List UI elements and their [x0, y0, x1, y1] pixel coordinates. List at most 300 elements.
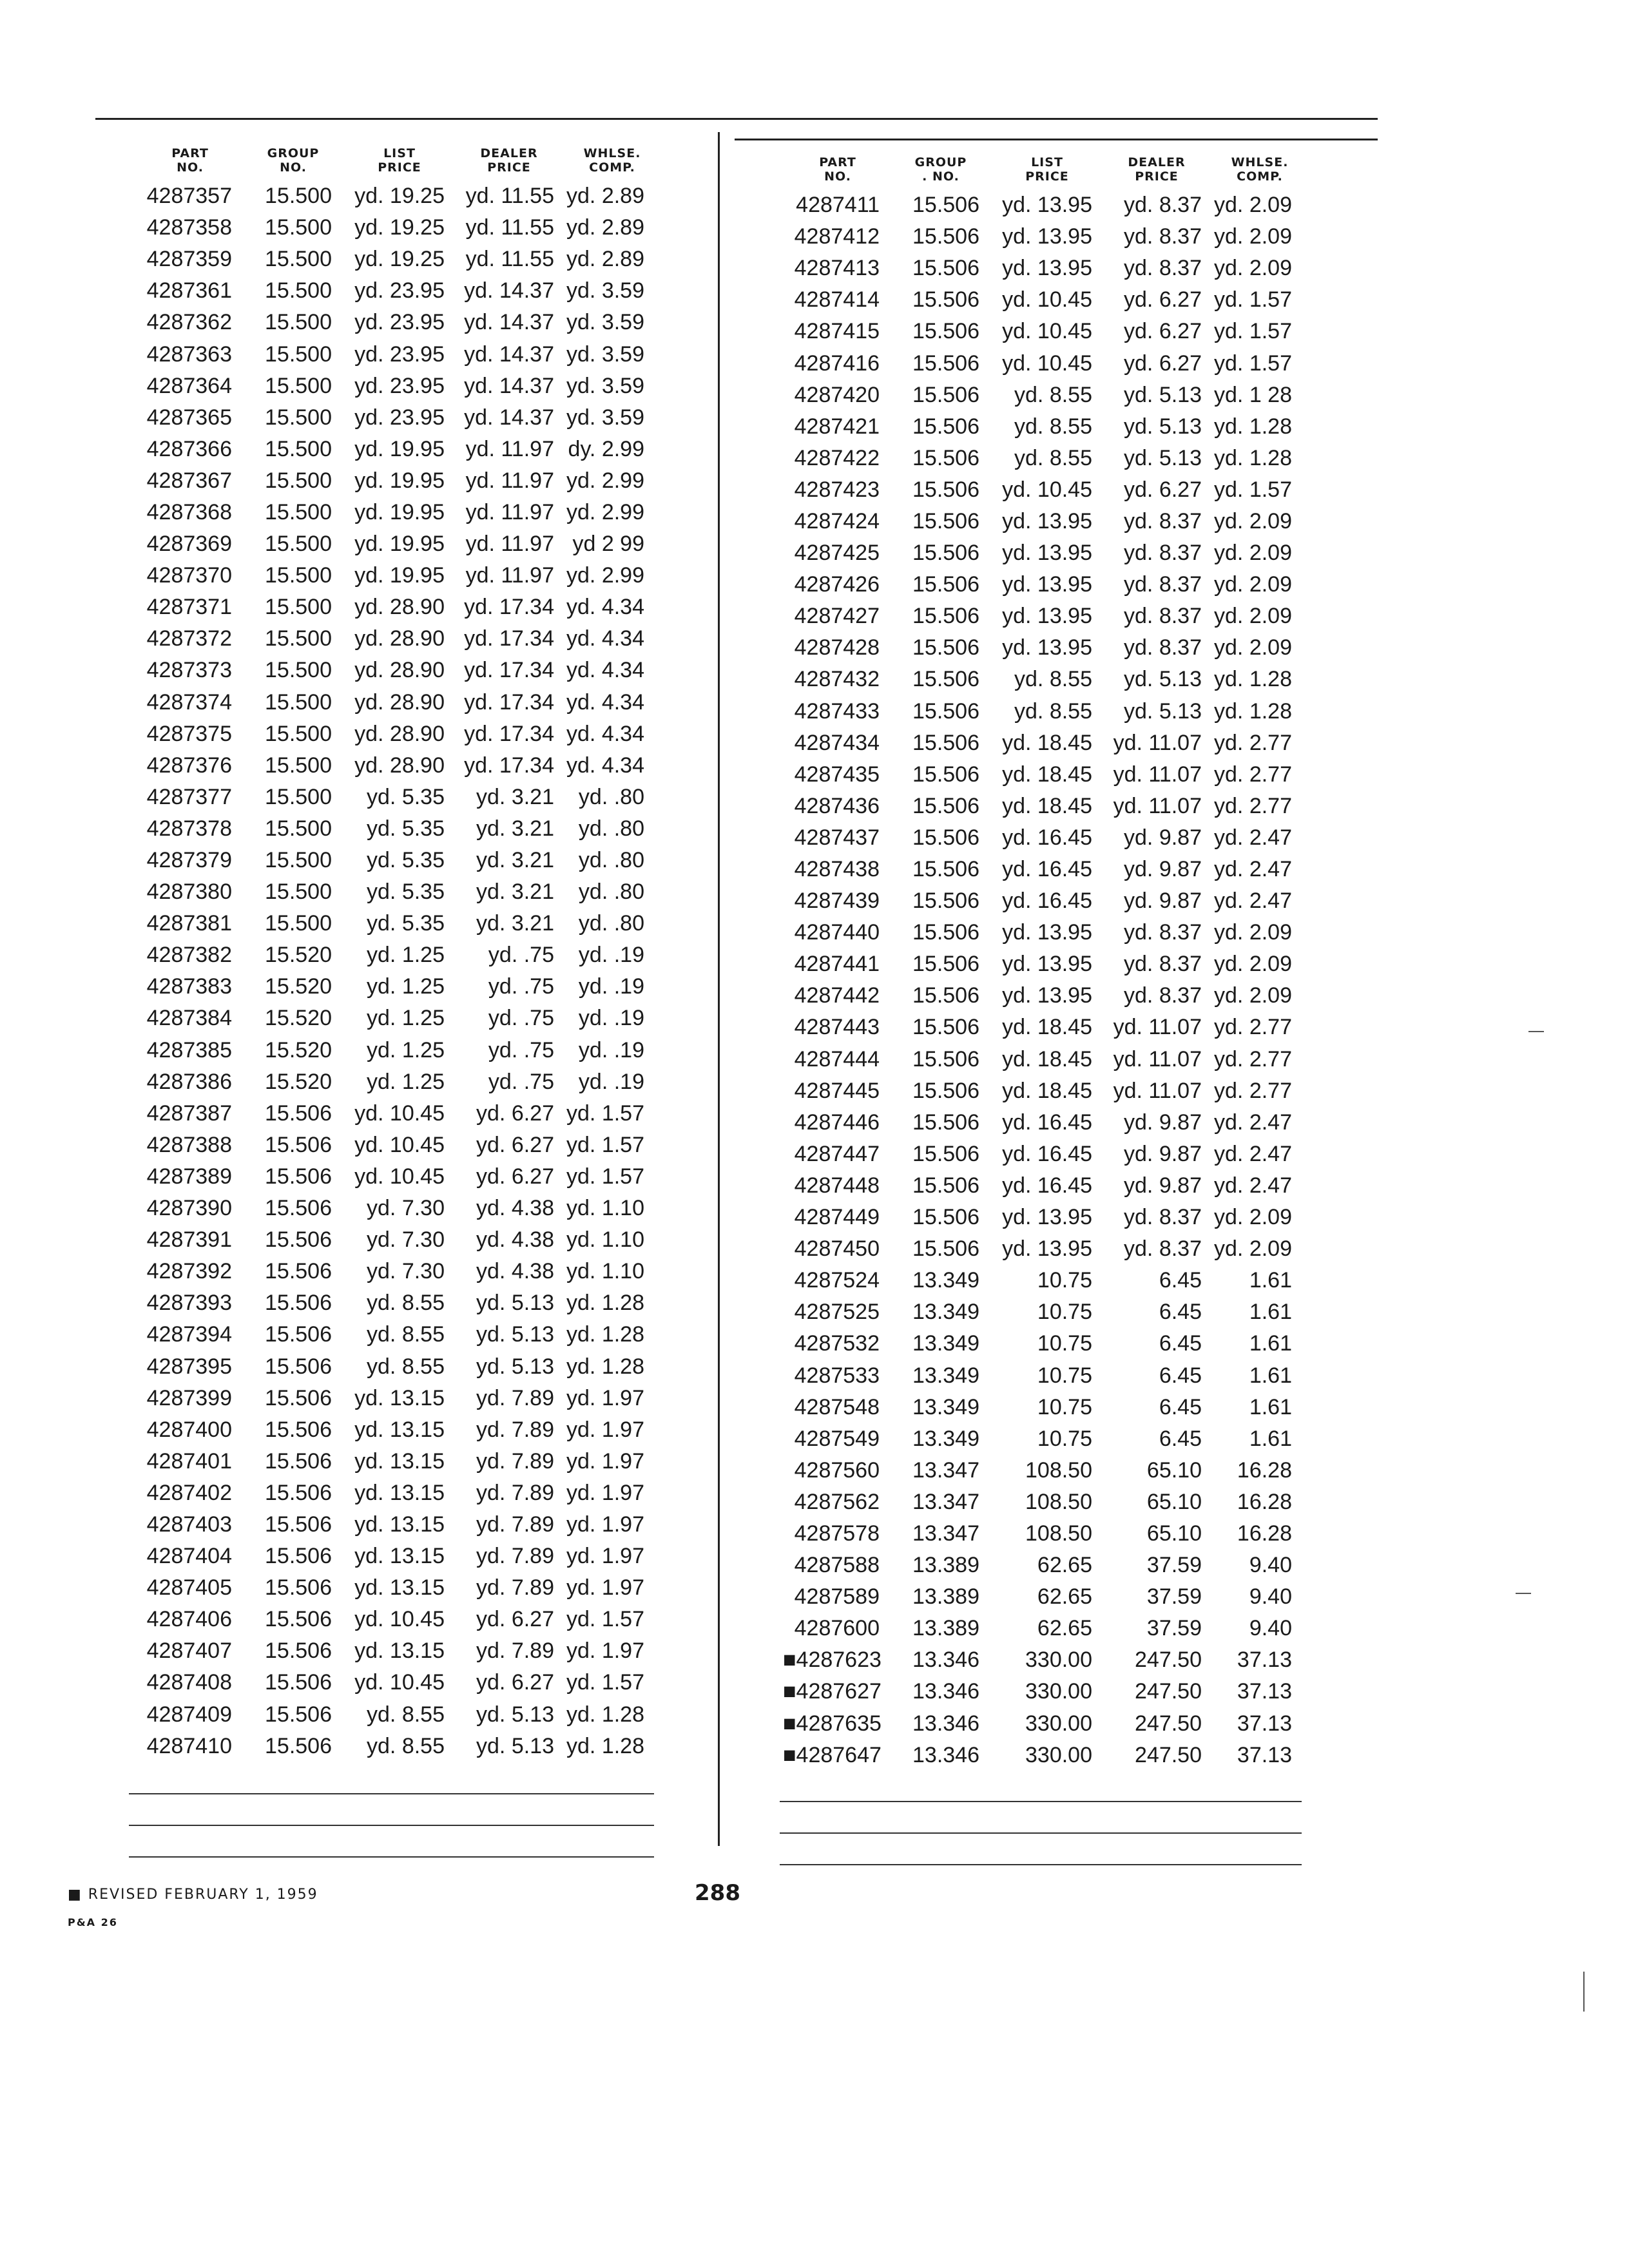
- dealer-price-cell: yd. 7.89: [476, 1544, 554, 1569]
- part-no-cell: 4287427: [794, 604, 880, 629]
- margin-mark: [1516, 1593, 1531, 1594]
- table-row: [783, 696, 1311, 727]
- group-no-cell: 15.500: [265, 310, 332, 335]
- whlse-comp-cell: yd. 1.28: [566, 1733, 644, 1758]
- list-price-cell: yd. 1.25: [367, 1069, 445, 1094]
- dealer-price-cell: yd. 8.37: [1124, 1236, 1202, 1262]
- dealer-price-cell: 247.50: [1135, 1711, 1202, 1736]
- part-no-cell: 4287447: [794, 1141, 880, 1166]
- group-no-cell: 15.500: [265, 405, 332, 430]
- table-row: [783, 1613, 1311, 1644]
- whlse-comp-cell: yd. 2.09: [1214, 983, 1292, 1008]
- table-row: [783, 189, 1311, 221]
- part-no-cell: 4287428: [794, 635, 880, 660]
- table-row: [135, 1699, 664, 1731]
- part-no-cell: 4287450: [794, 1236, 880, 1262]
- part-no-cell: 4287365: [146, 405, 232, 430]
- whlse-comp-cell: yd. 1.28: [1214, 445, 1292, 470]
- group-no-cell: 15.506: [912, 414, 979, 439]
- list-price-cell: yd. 8.55: [367, 1354, 445, 1379]
- group-no-cell: 15.500: [265, 689, 332, 715]
- list-price-cell: yd. 10.45: [354, 1100, 445, 1126]
- part-no-cell: 4287382: [146, 943, 232, 968]
- table-row: [783, 506, 1311, 537]
- table-row: [783, 822, 1311, 854]
- dealer-price-cell: 65.10: [1146, 1489, 1202, 1514]
- list-price-cell: yd. 5.35: [367, 848, 445, 873]
- header-group-no: GROUP NO.: [267, 146, 320, 175]
- whlse-comp-cell: yd. 2.09: [1214, 1236, 1292, 1262]
- dealer-price-cell: yd. 6.27: [476, 1670, 554, 1695]
- table-row: [783, 474, 1311, 506]
- part-no-cell: 4287401: [146, 1448, 232, 1474]
- list-price-cell: 10.75: [1037, 1394, 1092, 1419]
- table-row: [783, 1486, 1311, 1518]
- part-no-cell: 4287525: [794, 1300, 880, 1325]
- group-no-cell: 15.506: [912, 762, 979, 787]
- group-no-cell: 15.506: [265, 1100, 332, 1126]
- list-price-cell: yd. 13.95: [1002, 920, 1092, 945]
- group-no-cell: 15.500: [265, 658, 332, 683]
- header-group-no: GROUP . NO.: [914, 155, 967, 184]
- dealer-price-cell: yd. 8.37: [1124, 256, 1202, 281]
- part-no-cell: 4287400: [146, 1417, 232, 1442]
- list-price-cell: yd. 8.55: [1014, 414, 1092, 439]
- group-no-cell: 15.506: [912, 667, 979, 692]
- whlse-comp-cell: yd. 1.97: [566, 1544, 644, 1569]
- part-no-cell: 4287421: [794, 414, 880, 439]
- table-row: [783, 1581, 1311, 1613]
- table-row: [135, 1003, 664, 1034]
- dealer-price-cell: yd. 5.13: [476, 1733, 554, 1758]
- page-number: 288: [695, 1880, 740, 1906]
- whlse-comp-cell: yd. 1.97: [566, 1512, 644, 1537]
- list-price-cell: 10.75: [1037, 1331, 1092, 1356]
- part-no-cell: 4287366: [146, 436, 232, 461]
- list-price-cell: yd. 19.95: [354, 436, 445, 461]
- list-price-cell: yd. 13.15: [354, 1575, 445, 1600]
- group-no-cell: 13.347: [912, 1521, 979, 1546]
- whlse-comp-cell: yd. .19: [578, 1069, 644, 1094]
- group-no-cell: 15.520: [265, 974, 332, 999]
- dealer-price-cell: yd. 5.13: [1124, 698, 1202, 724]
- list-price-cell: yd. 19.95: [354, 563, 445, 588]
- part-no-cell: 4287413: [794, 256, 880, 281]
- table-row: [783, 1044, 1311, 1075]
- table-row: [783, 759, 1311, 791]
- group-no-cell: 15.506: [912, 730, 979, 755]
- table-row: [783, 1233, 1311, 1265]
- right-table-body: [783, 189, 1311, 1771]
- header-list-price: LIST PRICE: [1025, 155, 1069, 184]
- list-price-cell: yd. 28.90: [354, 626, 445, 651]
- list-price-cell: yd. 8.55: [367, 1322, 445, 1347]
- revised-note: ■ REVISED FEBRUARY 1, 1959: [68, 1887, 318, 1903]
- whlse-comp-cell: yd. 4.34: [566, 626, 644, 651]
- group-no-cell: 15.506: [265, 1354, 332, 1379]
- list-price-cell: yd. 13.95: [1002, 983, 1092, 1008]
- part-no-cell: 4287383: [146, 974, 232, 999]
- dealer-price-cell: yd. 9.87: [1124, 825, 1202, 850]
- whlse-comp-cell: dy. 2.99: [568, 436, 644, 461]
- group-no-cell: 15.506: [912, 319, 979, 344]
- group-no-cell: 15.506: [912, 287, 979, 312]
- dealer-price-cell: yd. 8.37: [1124, 635, 1202, 660]
- table-row: [135, 1319, 664, 1350]
- table-row: [135, 971, 664, 1003]
- list-price-cell: yd. 13.95: [1002, 256, 1092, 281]
- group-no-cell: 15.506: [912, 1173, 979, 1198]
- table-row: [135, 1383, 664, 1414]
- part-no-cell: 4287445: [794, 1078, 880, 1103]
- dealer-price-cell: yd. 14.37: [464, 310, 554, 335]
- group-no-cell: 13.346: [912, 1648, 979, 1673]
- dealer-price-cell: yd. 11.07: [1113, 1015, 1202, 1040]
- list-price-cell: yd. 23.95: [354, 310, 445, 335]
- whlse-comp-cell: yd. 2.09: [1214, 508, 1292, 533]
- list-price-cell: yd. 5.35: [367, 911, 445, 936]
- part-no-cell: 4287433: [794, 698, 880, 724]
- part-no-cell: 4287372: [146, 626, 232, 651]
- table-row: [135, 1129, 664, 1161]
- dealer-price-cell: yd. 8.37: [1124, 1205, 1202, 1230]
- table-row: [783, 1676, 1311, 1707]
- part-no-cell: 4287386: [146, 1069, 232, 1094]
- dealer-price-cell: 65.10: [1146, 1521, 1202, 1546]
- whlse-comp-cell: yd. 2.09: [1214, 1205, 1292, 1230]
- table-row: [783, 1518, 1311, 1550]
- group-no-cell: 15.500: [265, 816, 332, 841]
- part-no-cell: 4287402: [146, 1480, 232, 1505]
- list-price-cell: yd. 16.45: [1002, 1110, 1092, 1135]
- part-no-cell: 4287375: [146, 721, 232, 746]
- whlse-comp-cell: yd. .19: [578, 1037, 644, 1062]
- whlse-comp-cell: yd. 1.28: [1214, 667, 1292, 692]
- part-no-cell: 4287369: [146, 532, 232, 557]
- part-no-cell: 4287436: [794, 793, 880, 818]
- list-price-cell: yd. 1.25: [367, 1037, 445, 1062]
- whlse-comp-cell: yd. 1.97: [566, 1385, 644, 1410]
- part-no-cell: ■4287647: [783, 1742, 882, 1767]
- list-price-cell: 108.50: [1025, 1489, 1092, 1514]
- whlse-comp-cell: yd. 2.77: [1214, 1078, 1292, 1103]
- part-no-cell: 4287391: [146, 1227, 232, 1253]
- list-price-cell: yd. 13.15: [354, 1448, 445, 1474]
- dealer-price-cell: 6.45: [1159, 1331, 1202, 1356]
- part-no-cell: 4287381: [146, 911, 232, 936]
- part-no-cell: 4287388: [146, 1132, 232, 1157]
- list-price-cell: yd. 8.55: [1014, 698, 1092, 724]
- group-no-cell: 13.389: [912, 1553, 979, 1578]
- list-price-cell: yd. 19.25: [354, 247, 445, 272]
- table-row: [135, 1066, 664, 1098]
- part-no-cell: 4287588: [794, 1553, 880, 1578]
- group-no-cell: 15.506: [912, 382, 979, 407]
- list-price-cell: yd. 19.25: [354, 215, 445, 240]
- dealer-price-cell: yd. 17.34: [464, 626, 554, 651]
- part-no-cell: 4287411: [796, 193, 880, 218]
- whlse-comp-cell: yd. 2.09: [1214, 635, 1292, 660]
- dealer-price-cell: yd. 11.07: [1113, 762, 1202, 787]
- whlse-comp-cell: 9.40: [1249, 1616, 1292, 1641]
- list-price-cell: yd. 13.15: [354, 1512, 445, 1537]
- group-no-cell: 15.500: [265, 595, 332, 620]
- list-price-cell: yd. 13.15: [354, 1544, 445, 1569]
- whlse-comp-cell: yd. 1.57: [1214, 477, 1292, 502]
- whlse-comp-cell: yd. 1.28: [566, 1702, 644, 1727]
- table-row: [135, 1604, 664, 1635]
- group-no-cell: 15.506: [912, 698, 979, 724]
- whlse-comp-cell: yd. 2.09: [1214, 920, 1292, 945]
- table-row: [135, 370, 664, 402]
- list-price-cell: yd. 8.55: [367, 1291, 445, 1316]
- group-no-cell: 15.506: [265, 1132, 332, 1157]
- table-row: [135, 338, 664, 370]
- whlse-comp-cell: yd. 2.09: [1214, 541, 1292, 566]
- group-no-cell: 15.506: [912, 1236, 979, 1262]
- table-row: [135, 465, 664, 497]
- dealer-price-cell: yd. 11.07: [1113, 1078, 1202, 1103]
- group-no-cell: 15.500: [265, 626, 332, 651]
- list-price-cell: 10.75: [1037, 1426, 1092, 1451]
- part-no-cell: 4287380: [146, 879, 232, 905]
- list-price-cell: 330.00: [1025, 1679, 1092, 1704]
- whlse-comp-cell: yd. 2.77: [1214, 1046, 1292, 1072]
- table-row: [783, 791, 1311, 822]
- part-no-cell: 4287412: [794, 224, 880, 249]
- whlse-comp-cell: yd. .80: [578, 911, 644, 936]
- table-row: [783, 917, 1311, 948]
- group-no-cell: 15.520: [265, 1006, 332, 1031]
- dealer-price-cell: yd. 11.97: [465, 499, 554, 524]
- group-no-cell: 15.520: [265, 1069, 332, 1094]
- table-row: [135, 908, 664, 939]
- header-whlse-comp: WHLSE. COMP.: [1231, 155, 1289, 184]
- table-row: [783, 1392, 1311, 1423]
- list-price-cell: yd. 23.95: [354, 278, 445, 303]
- whlse-comp-cell: yd. 2.89: [566, 247, 644, 272]
- whlse-comp-cell: 16.28: [1237, 1457, 1292, 1483]
- part-no-cell: 4287394: [146, 1322, 232, 1347]
- list-price-cell: 62.65: [1037, 1553, 1092, 1578]
- table-row: [135, 1477, 664, 1509]
- dealer-price-cell: 247.50: [1135, 1742, 1202, 1767]
- group-no-cell: 15.506: [265, 1544, 332, 1569]
- part-no-cell: ■4287623: [783, 1648, 882, 1673]
- part-no-cell: 4287374: [146, 689, 232, 715]
- whlse-comp-cell: yd. 2.09: [1214, 224, 1292, 249]
- left-table-body: [135, 180, 664, 1762]
- list-price-cell: 108.50: [1025, 1457, 1092, 1483]
- list-price-cell: yd. 10.45: [1002, 319, 1092, 344]
- list-price-cell: yd. 13.15: [354, 1639, 445, 1664]
- whlse-comp-cell: yd. .80: [578, 784, 644, 809]
- table-row: [135, 939, 664, 971]
- table-row: [135, 275, 664, 307]
- list-price-cell: yd. 18.45: [1002, 793, 1092, 818]
- part-no-cell: 4287377: [146, 784, 232, 809]
- whlse-comp-cell: yd. .19: [578, 1006, 644, 1031]
- dealer-price-cell: yd. 9.87: [1124, 1141, 1202, 1166]
- whlse-comp-cell: yd. 1.57: [566, 1670, 644, 1695]
- part-no-cell: 4287404: [146, 1544, 232, 1569]
- dealer-price-cell: yd. 3.21: [476, 879, 554, 905]
- dealer-price-cell: yd. 5.13: [1124, 667, 1202, 692]
- part-no-cell: 4287533: [794, 1363, 880, 1388]
- part-no-cell: 4287549: [794, 1426, 880, 1451]
- list-price-cell: yd. 10.45: [1002, 287, 1092, 312]
- group-no-cell: 15.506: [912, 952, 979, 977]
- dealer-price-cell: yd. 11.55: [465, 184, 554, 209]
- group-no-cell: 15.506: [265, 1480, 332, 1505]
- dealer-price-cell: yd. 14.37: [464, 278, 554, 303]
- dealer-price-cell: yd. 7.89: [476, 1575, 554, 1600]
- whlse-comp-cell: yd. 2.77: [1214, 793, 1292, 818]
- dealer-price-cell: yd. 5.13: [476, 1354, 554, 1379]
- whlse-comp-cell: yd. 3.59: [566, 405, 644, 430]
- group-no-cell: 15.500: [265, 499, 332, 524]
- table-row: [783, 1296, 1311, 1328]
- part-no-cell: 4287435: [794, 762, 880, 787]
- table-row: [135, 1098, 664, 1129]
- dealer-price-cell: yd. 5.13: [1124, 382, 1202, 407]
- table-row: [783, 885, 1311, 917]
- group-no-cell: 15.506: [912, 889, 979, 914]
- part-no-cell: ■4287627: [783, 1679, 882, 1704]
- part-no-cell: 4287414: [794, 287, 880, 312]
- whlse-comp-cell: 1.61: [1249, 1331, 1292, 1356]
- list-price-cell: yd. 13.95: [1002, 508, 1092, 533]
- dealer-price-cell: yd. 7.89: [476, 1417, 554, 1442]
- whlse-comp-cell: yd. 2.99: [566, 468, 644, 493]
- whlse-comp-cell: yd. 1.97: [566, 1480, 644, 1505]
- table-row: [783, 1012, 1311, 1043]
- dealer-price-cell: yd. 11.07: [1113, 1046, 1202, 1072]
- table-row: [783, 347, 1311, 379]
- list-price-cell: yd. 16.45: [1002, 825, 1092, 850]
- table-row: [783, 1328, 1311, 1360]
- part-no-cell: 4287432: [794, 667, 880, 692]
- whlse-comp-cell: yd. 2.99: [566, 499, 644, 524]
- dealer-price-cell: yd. 8.37: [1124, 224, 1202, 249]
- part-no-cell: 4287420: [794, 382, 880, 407]
- table-row: [783, 1360, 1311, 1391]
- table-row: [783, 1202, 1311, 1233]
- whlse-comp-cell: yd. 3.59: [566, 310, 644, 335]
- group-no-cell: 15.506: [912, 541, 979, 566]
- list-price-cell: yd. 1.25: [367, 1006, 445, 1031]
- list-price-cell: yd. 16.45: [1002, 1173, 1092, 1198]
- part-no-cell: 4287379: [146, 848, 232, 873]
- part-no-cell: 4287443: [794, 1015, 880, 1040]
- group-no-cell: 15.506: [265, 1322, 332, 1347]
- table-row: [783, 1170, 1311, 1202]
- group-no-cell: 15.506: [912, 508, 979, 533]
- table-row: [135, 1287, 664, 1319]
- group-no-cell: 15.506: [912, 1046, 979, 1072]
- list-price-cell: yd. 8.55: [1014, 667, 1092, 692]
- column-divider: [718, 132, 720, 1846]
- table-row: [783, 664, 1311, 695]
- whlse-comp-cell: 16.28: [1237, 1521, 1292, 1546]
- group-no-cell: 15.500: [265, 532, 332, 557]
- list-price-cell: yd. 16.45: [1002, 889, 1092, 914]
- group-no-cell: 15.506: [912, 351, 979, 376]
- list-price-cell: 108.50: [1025, 1521, 1092, 1546]
- dealer-price-cell: yd. 5.13: [1124, 445, 1202, 470]
- list-price-cell: yd. 10.45: [354, 1670, 445, 1695]
- list-price-cell: yd. 13.95: [1002, 604, 1092, 629]
- group-no-cell: 15.506: [265, 1639, 332, 1664]
- dealer-price-cell: yd. 11.55: [465, 247, 554, 272]
- whlse-comp-cell: yd. 4.34: [566, 721, 644, 746]
- whlse-comp-cell: yd. 2.89: [566, 184, 644, 209]
- table-row: [783, 727, 1311, 759]
- group-no-cell: 13.349: [912, 1394, 979, 1419]
- whlse-comp-cell: yd. 1.28: [566, 1354, 644, 1379]
- table-row: [783, 284, 1311, 316]
- whlse-comp-cell: yd. 1.97: [566, 1417, 644, 1442]
- list-price-cell: yd. 28.90: [354, 721, 445, 746]
- dealer-price-cell: 247.50: [1135, 1679, 1202, 1704]
- part-no-cell: 4287423: [794, 477, 880, 502]
- group-no-cell: 15.506: [912, 825, 979, 850]
- form-code: P&A 26: [68, 1916, 118, 1928]
- table-row: [135, 687, 664, 718]
- dealer-price-cell: yd. 8.37: [1124, 952, 1202, 977]
- dealer-price-cell: yd. 5.13: [1124, 414, 1202, 439]
- header-dealer-price: DEALER PRICE: [1128, 155, 1186, 184]
- list-price-cell: 330.00: [1025, 1648, 1092, 1673]
- dealer-price-cell: yd. 9.87: [1124, 1173, 1202, 1198]
- list-price-cell: yd. 8.55: [1014, 382, 1092, 407]
- part-no-cell: 4287389: [146, 1164, 232, 1189]
- table-row: [783, 1644, 1311, 1676]
- whlse-comp-cell: yd. 2.47: [1214, 1110, 1292, 1135]
- dealer-price-cell: yd. 11.55: [465, 215, 554, 240]
- whlse-comp-cell: 37.13: [1237, 1679, 1292, 1704]
- group-no-cell: 15.506: [265, 1448, 332, 1474]
- dealer-price-cell: yd. 8.37: [1124, 920, 1202, 945]
- list-price-cell: yd. 23.95: [354, 405, 445, 430]
- list-price-cell: yd. 13.95: [1002, 572, 1092, 597]
- list-price-cell: yd. 13.95: [1002, 193, 1092, 218]
- part-no-cell: 4287390: [146, 1196, 232, 1221]
- dealer-price-cell: yd. 4.38: [476, 1227, 554, 1253]
- part-no-cell: 4287449: [794, 1205, 880, 1230]
- dealer-price-cell: yd. 11.97: [465, 468, 554, 493]
- part-no-cell: 4287441: [794, 952, 880, 977]
- table-row: [783, 380, 1311, 411]
- whlse-comp-cell: yd. .80: [578, 816, 644, 841]
- dealer-price-cell: yd. 4.38: [476, 1196, 554, 1221]
- margin-mark: [1583, 1972, 1585, 2012]
- header-whlse-comp: WHLSE. COMP.: [583, 146, 641, 175]
- table-row: [135, 782, 664, 813]
- table-row: [135, 244, 664, 275]
- whlse-comp-cell: yd. 2.99: [566, 563, 644, 588]
- group-no-cell: 15.506: [912, 857, 979, 882]
- part-no-cell: 4287444: [794, 1046, 880, 1072]
- part-no-cell: 4287548: [794, 1394, 880, 1419]
- part-no-cell: 4287368: [146, 499, 232, 524]
- whlse-comp-cell: yd. 2.09: [1214, 952, 1292, 977]
- blank-line: [780, 1832, 1302, 1834]
- dealer-price-cell: yd. .75: [488, 1006, 554, 1031]
- table-row: [783, 569, 1311, 601]
- list-price-cell: yd. 10.45: [354, 1164, 445, 1189]
- dealer-price-cell: yd. 6.27: [476, 1132, 554, 1157]
